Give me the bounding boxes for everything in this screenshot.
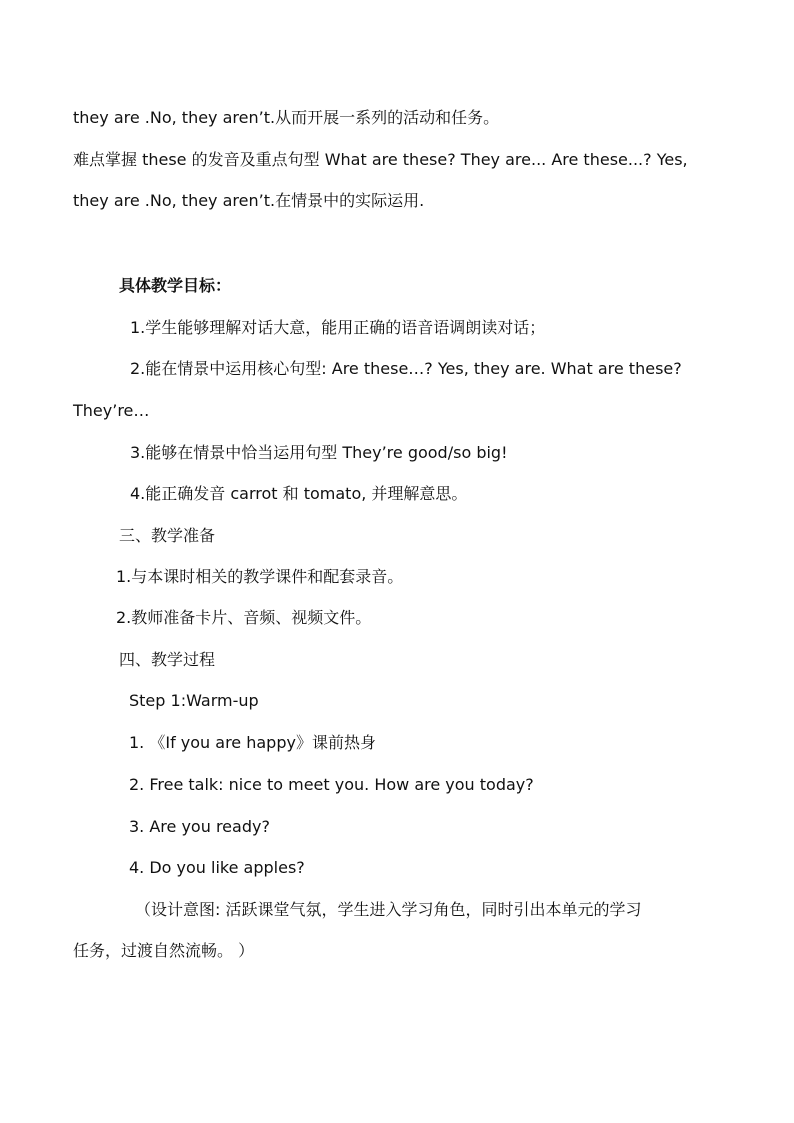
preparation-item-2: 2.教师准备卡片、音频、视频文件。 [116,608,372,627]
intro-line-3: they are .No, they aren’t.在情景中的实际运用. [73,191,425,210]
process-item-2: 2. Free talk: nice to meet you. How are you today? [129,775,534,794]
design-note-line-1: （设计意图: 活跃课堂气氛，学生进入学习角色，同时引出本单元的学习 [135,900,642,919]
preparation-item-1: 1.与本课时相关的教学课件和配套录音。 [116,567,404,586]
objective-item-1: 1.学生能够理解对话大意，能用正确的语音语调朗读对话； [130,318,546,337]
preparation-heading: 三、教学准备 [119,526,216,545]
process-heading: 四、教学过程 [119,650,216,669]
process-item-1: 1. 《If you are happy》课前热身 [129,733,376,752]
design-note-line-2: 任务，过渡自然流畅。 ） [73,941,255,960]
process-item-3: 3. Are you ready? [129,817,270,836]
objective-item-2-continued: They’re… [73,401,150,420]
objective-item-3: 3.能够在情景中恰当运用句型 They’re good/so big! [130,443,508,462]
step-title: Step 1:Warm-up [129,691,259,710]
objectives-heading: 具体教学目标： [119,276,232,295]
objective-item-2: 2.能在情景中运用核心句型: Are these…? Yes, they are. What are these? [130,359,682,378]
intro-line-2: 难点掌握 these 的发音及重点句型 What are these? They are... Are these...? Yes, [73,150,688,169]
objective-item-4: 4.能正确发音 carrot 和 tomato, 并理解意思。 [130,484,468,503]
process-item-4: 4. Do you like apples? [129,858,305,877]
intro-line-1: they are .No, they aren’t.从而开展一系列的活动和任务。 [73,108,500,127]
